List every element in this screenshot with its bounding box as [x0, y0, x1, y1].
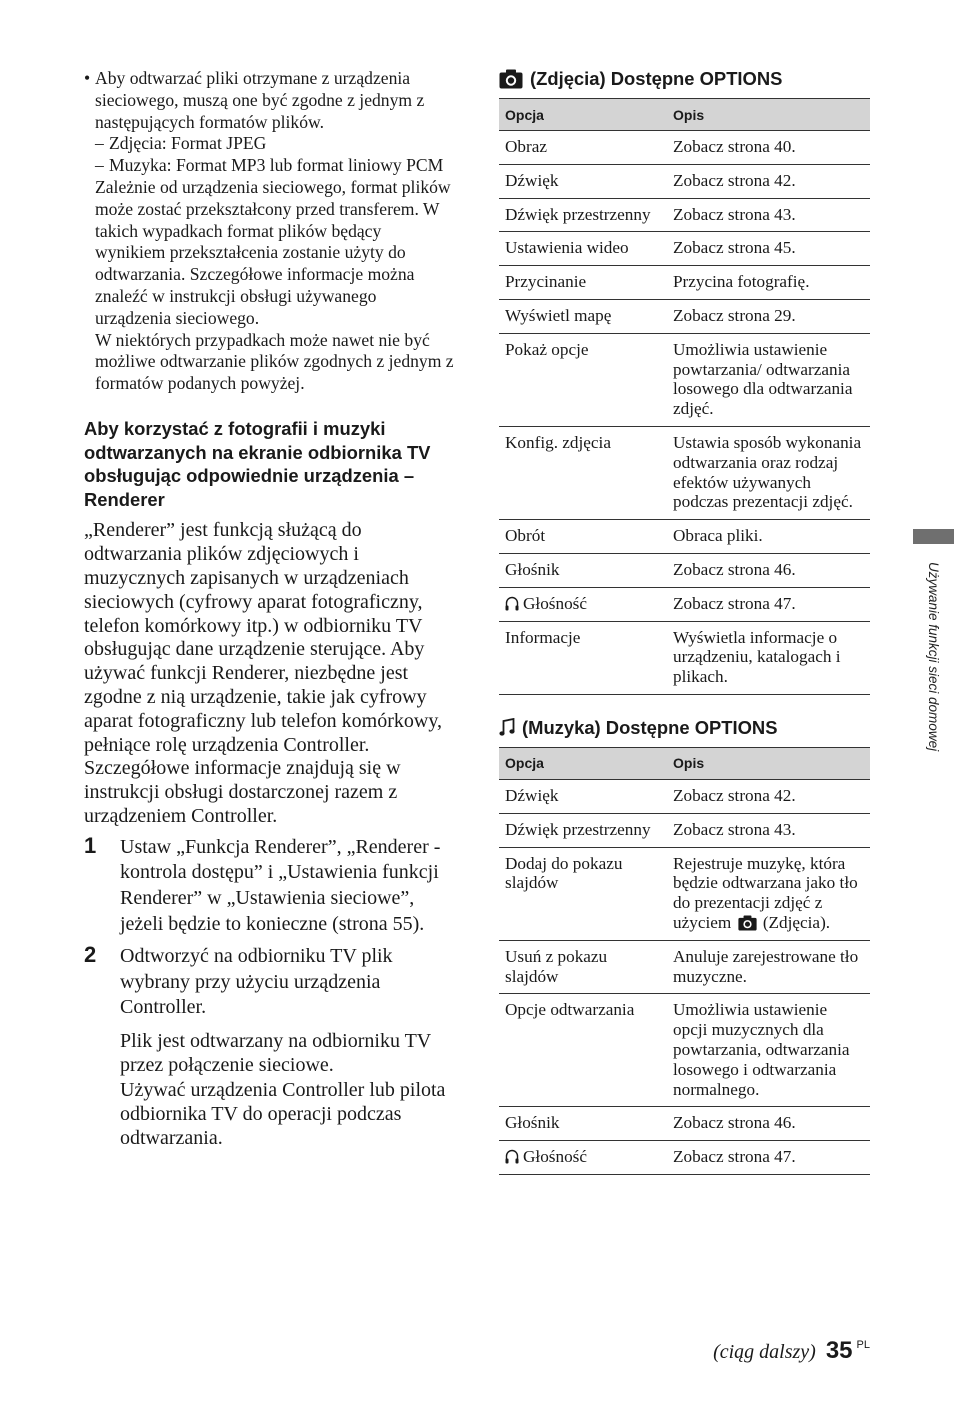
- chapter-side-title: Używanie funkcji sieci domowej: [926, 562, 941, 752]
- option-description: Obraca pliki.: [667, 520, 870, 554]
- note-intro: Aby odtwarzać pliki otrzymane z urządzenia sieciowego, muszą one być zgodne z jednym z następujących formatów plików.: [95, 68, 425, 132]
- step-2: [84, 941, 456, 1021]
- step-number: 2: [84, 941, 97, 967]
- option-name: Dźwięk: [499, 164, 667, 198]
- step-2-detail-1: Plik jest odtwarzany na odbiorniku TV przez połączenie sieciowe.: [120, 1030, 431, 1077]
- table-row: [499, 266, 870, 300]
- option-name: Wyświetl mapę: [499, 299, 667, 333]
- option-name: Dźwięk przestrzenny: [499, 198, 667, 232]
- option-name: Dźwięk: [499, 779, 667, 813]
- table-row: [499, 779, 870, 813]
- table-row: [499, 940, 870, 994]
- option-name: Dodaj do pokazu slajdów: [499, 847, 667, 940]
- step-2-detail-2: Używać urządzenia Controller lub pilota odbiornika TV do operacji podczas odtwarzania.: [120, 1078, 446, 1150]
- table-row: [499, 198, 870, 232]
- option-name: Opcje odtwarzania: [499, 994, 667, 1107]
- column-header-opis: Opis: [667, 99, 870, 131]
- dash: –: [95, 155, 104, 176]
- step-2-details: [84, 1029, 456, 1150]
- option-description: Zobacz strona 42.: [667, 779, 870, 813]
- step-text: Odtworzyć na odbiorniku TV plik wybrany przy użyciu urządzenia Controller.: [120, 944, 393, 1019]
- chapter-tab-marker: [913, 529, 954, 544]
- option-name: Ustawienia wideo: [499, 232, 667, 266]
- music-options-title: (Muzyka) Dostępne OPTIONS: [522, 716, 778, 738]
- option-name-text: Głośność: [523, 1147, 587, 1167]
- music-options-heading: [499, 717, 870, 739]
- option-description: Zobacz strona 29.: [667, 299, 870, 333]
- music-options-table: [499, 747, 870, 1175]
- column-header-opcja: Opcja: [499, 747, 667, 779]
- option-name-text: Głośność: [523, 593, 587, 613]
- option-description: Zobacz strona 45.: [667, 232, 870, 266]
- format-note: [84, 68, 456, 395]
- table-row: [499, 621, 870, 694]
- table-row: [499, 131, 870, 165]
- option-name: Przycinanie: [499, 266, 667, 300]
- photo-options-table: [499, 98, 870, 695]
- step-1: [84, 832, 456, 938]
- music-note-icon: [499, 718, 515, 737]
- option-description: Zobacz strona 46.: [667, 1107, 870, 1141]
- camera-icon: [738, 915, 757, 931]
- table-row: [499, 426, 870, 519]
- table-row: [499, 994, 870, 1107]
- left-column: [84, 68, 456, 1150]
- option-description: Umożliwia ustawienie opcji muzycznych dla powtarzania, odtwarzania losowego i odtwarzania normalnego.: [667, 994, 870, 1107]
- option-description: Umożliwia ustawienie powtarzania/ odtwarzania losowego dla odtwarzania zdjęć.: [667, 333, 870, 426]
- note-limitation: W niektórych przypadkach może nawet nie być możliwe odtwarzanie plików zgodnych z jednym z formatów podanych powyżej.: [95, 329, 454, 394]
- dash: –: [95, 133, 104, 154]
- option-name: Konfig. zdjęcia: [499, 426, 667, 519]
- photo-options-heading: [499, 68, 870, 90]
- option-name: Informacje: [499, 621, 667, 694]
- option-description: Anuluje zarejestrowane tło muzyczne.: [667, 940, 870, 994]
- option-description: Zobacz strona 43.: [667, 813, 870, 847]
- column-header-opcja: Opcja: [499, 99, 667, 131]
- table-row: [499, 333, 870, 426]
- option-description: Zobacz strona 46.: [667, 553, 870, 587]
- table-row: [499, 232, 870, 266]
- option-name: Pokaż opcje: [499, 333, 667, 426]
- option-description: Ustawia sposób wykonania odtwarzania oraz rodzaj efektów używanych podczas prezentacji zdjęć.: [667, 426, 870, 519]
- column-header-opis: Opis: [667, 747, 870, 779]
- table-row: [499, 553, 870, 587]
- option-name: [499, 587, 667, 621]
- option-description-text: Rejestruje muzykę, która będzie odtwarzana jako tło do prezentacji zdjęć z użyciem: [673, 853, 858, 932]
- renderer-heading: Aby korzystać z fotografii i muzyki odtwarzanych na ekranie odbiornika TV obsługując odpowiednie urządzenia – Renderer: [84, 417, 431, 510]
- option-description: [667, 847, 870, 940]
- option-name: Głośnik: [499, 1107, 667, 1141]
- headphones-icon: [505, 1149, 519, 1164]
- option-description: Zobacz strona 42.: [667, 164, 870, 198]
- table-header-row: [499, 747, 870, 779]
- right-column: [499, 68, 870, 1175]
- table-row: [499, 299, 870, 333]
- option-name: Obrót: [499, 520, 667, 554]
- table-row: [499, 813, 870, 847]
- table-row: [499, 520, 870, 554]
- table-row: [499, 1141, 870, 1175]
- option-description: Zobacz strona 40.: [667, 131, 870, 165]
- option-name: [499, 1141, 667, 1175]
- step-number: 1: [84, 832, 97, 858]
- headphones-icon: [505, 596, 519, 611]
- option-name: Obraz: [499, 131, 667, 165]
- table-row: [499, 847, 870, 940]
- option-name: Usuń z pokazu slajdów: [499, 940, 667, 994]
- option-name: Dźwięk przestrzenny: [499, 813, 667, 847]
- option-description: Wyświetla informacje o urządzeniu, katalogach i plikach.: [667, 621, 870, 694]
- note-format-photos: Zdjęcia: Format JPEG: [109, 133, 267, 154]
- table-row: [499, 164, 870, 198]
- photo-options-title: (Zdjęcia) Dostępne OPTIONS: [530, 68, 783, 89]
- option-name: Głośnik: [499, 553, 667, 587]
- page-number: 35: [825, 1337, 853, 1364]
- table-header-row: [499, 99, 870, 131]
- option-description: Zobacz strona 47.: [667, 587, 870, 621]
- note-conversion: Zależnie od urządzenia sieciowego, format plików może zostać przekształcony przed transferem. W takich wypadkach format plików będący wynikiem przekształcenia zostanie użyty do odtwarzania. Szczegółowe informacje można znaleźć w instrukcji obsługi używanego urządzenia sieciowego.: [95, 176, 451, 328]
- option-description: Zobacz strona 43.: [667, 198, 870, 232]
- page-footer: [713, 1337, 870, 1365]
- option-description-text: (Zdjęcia).: [762, 912, 831, 932]
- continued-label: (ciąg dalszy): [713, 1341, 816, 1363]
- note-format-music: Muzyka: Format MP3 lub format liniowy PCM: [109, 155, 444, 176]
- camera-icon: [499, 69, 523, 89]
- bullet: •: [84, 68, 91, 88]
- renderer-description: „Renderer” jest funkcją służącą do odtwarzania plików zdjęciowych i muzycznych zapisanych w urządzeniach sieciowych (cyfrowy aparat fotograficzny, telefon komórkowy itp.) w odbiorniku TV obsługując dane urządzenie sterujące. Aby używać funkcji Renderer, niezbędne jest zgodne z nią urządzenie, takie jak cyfrowy aparat fotograficzny lub telefon komórkowy, pełniące rolę urządzenia Controller. Szczegółowe informacje znajdują się w instrukcji obsługi dostarczonej razem z urządzeniem Controller.: [84, 519, 443, 827]
- page-language: PL: [856, 1339, 870, 1351]
- step-text: Ustaw „Funkcja Renderer”, „Renderer - kontrola dostępu” i „Ustawienia funkcji Renderer” w „Ustawienia sieciowe”, jeżeli będzie to konieczne (strona 55).: [120, 835, 441, 936]
- option-description: Zobacz strona 47.: [667, 1141, 870, 1175]
- table-row: [499, 587, 870, 621]
- option-description: Przycina fotografię.: [667, 266, 870, 300]
- table-row: [499, 1107, 870, 1141]
